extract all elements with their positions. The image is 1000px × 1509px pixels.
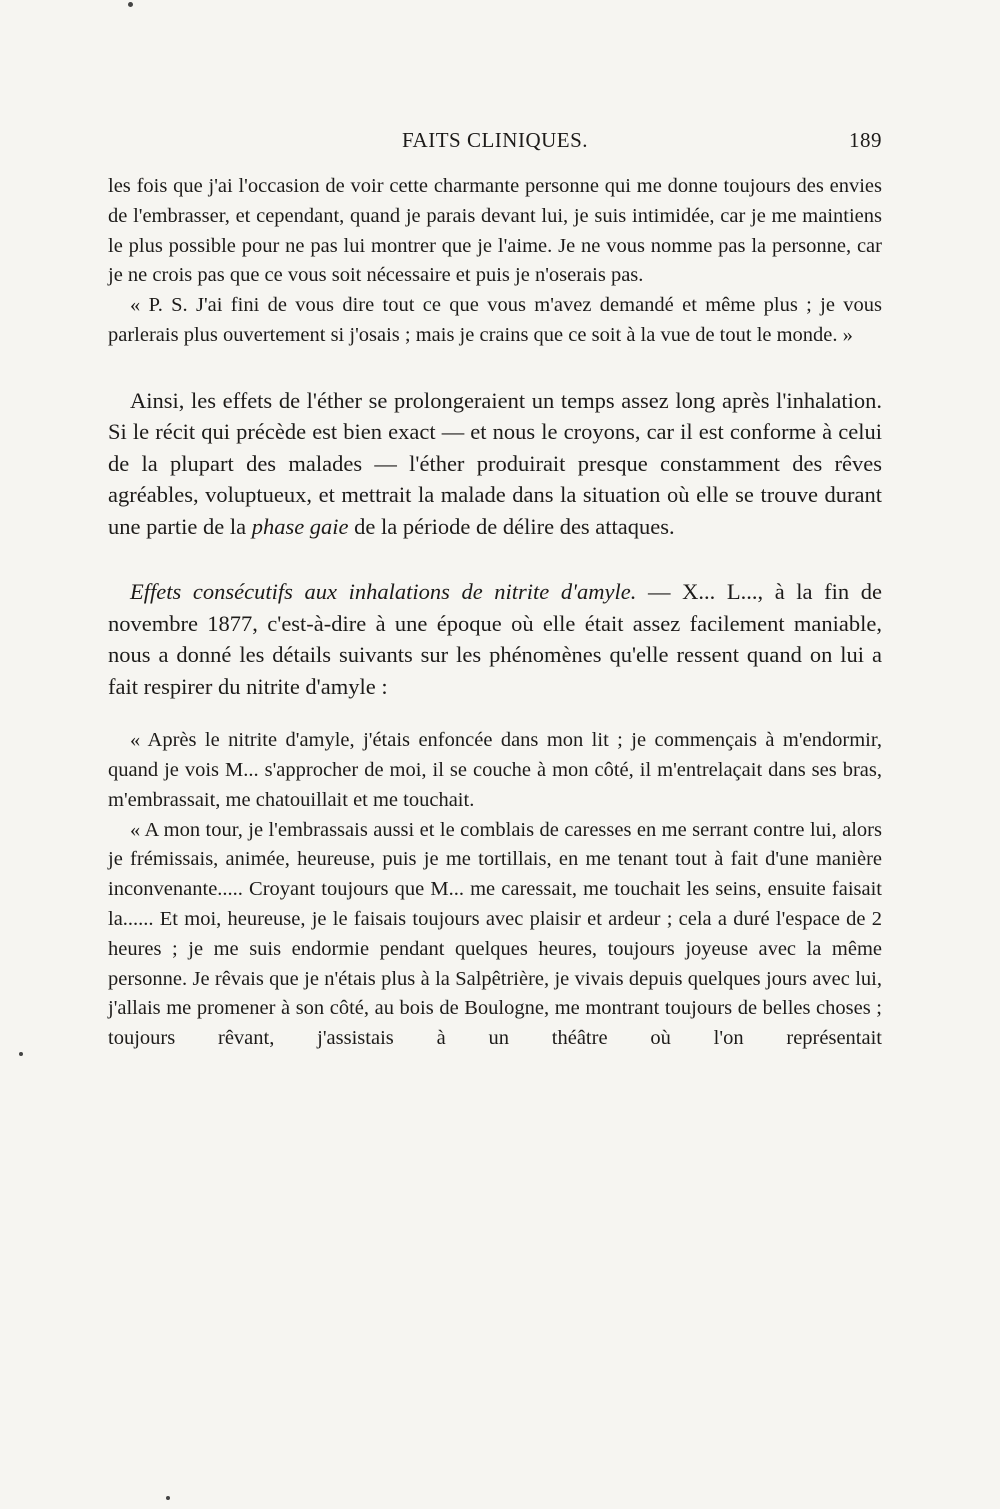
phase-gaie-term: phase gaie: [251, 513, 349, 539]
postscript-text: J'ai fini de vous dire tout ce que vous m'avez demandé et même plus ; je vous parlerais plus ouvertement si j'osais ; mais je crains que ce soit à la vue de tout le monde. »: [108, 294, 883, 346]
commentary-paragraph: [108, 385, 882, 543]
postscript-label: P. S.: [148, 294, 188, 317]
ink-speck: [128, 2, 133, 7]
open-quote: «: [130, 294, 149, 317]
testimony-paragraph-1: « Après le nitrite d'amyle, j'étais enfoncée dans mon lit ; je commençais à m'endormir, quand je vois M... s'approcher de moi, il se couche à mon côté, il m'entrelaçait dans ses bras, m'embrassait, me chatouillait et me touchait.: [108, 729, 882, 811]
running-head: [108, 128, 882, 168]
commentary-text-end: de la période de délire des attaques.: [348, 513, 675, 539]
running-title: FAITS CLINIQUES.: [401, 128, 589, 152]
ink-speck: [166, 1496, 170, 1500]
postscript-paragraph: [108, 291, 882, 351]
amyl-section-paragraph: [108, 576, 882, 702]
section-heading: Effets consécutifs aux inhalations de nitrite d'amyle.: [130, 579, 637, 605]
ink-speck: [19, 1052, 23, 1056]
letter-paragraph-continued: les fois que j'ai l'occasion de voir cette charmante personne qui me donne toujours des envies de l'embrasser, et cependant, quand je parais devant lui, je suis intimidée, car je me maintiens le plus possible pour ne pas lui montrer que je l'aime. Je ne vous nomme pas la personne, car je ne crois pas que ce vous soit nécessaire et puis je n'oserais pas.: [108, 175, 882, 287]
testimony-paragraph-2: « A mon tour, je l'embrassais aussi et le comblais de caresses en me serrant contre lui, alors je frémissais, animée, heureuse, puis je me tortillais, en me tenant tout à fait d'une manière inconvenante..... Croyant toujours que M... me caressait, me touchait les seins, ensuite faisait la...... Et moi, heureuse, je le faisais toujours avec plaisir et ardeur ; cela a duré l'espace de 2 heures ; je me suis endormie pendant quelques heures, toujours joyeuse avec la même personne. Je rêvais que je n'étais plus à la Salpêtrière, je vivais depuis quelques jours avec lui, j'allais me promener à son côté, au bois de Boulogne, me montrant toujours de belles choses ; toujours rêvant, j'assistais à un théâtre où l'on représentait: [108, 818, 882, 1050]
text-block: [108, 172, 882, 1054]
commentary-text: Ainsi, les effets de l'éther se prolongeraient un temps assez long après l'inhalation. Si le récit qui précède est bien exact — et nous le croyons, car il est conforme à celui de la plupart des malades — l'éther produirait presque constamment des rêves agréables, voluptueux, et mettrait la malade dans la situation où elle se trouve durant une partie de la: [108, 387, 882, 539]
page-number: 189: [849, 128, 882, 152]
section-intro-text: — X... L..., à la fin de novembre 1877, c'est-à-dire à une époque où elle était assez facilement maniable, nous a donné les détails suivants sur les phénomènes qu'elle ressent quand on lui a fait respirer du nitrite d'amyle :: [108, 579, 883, 699]
